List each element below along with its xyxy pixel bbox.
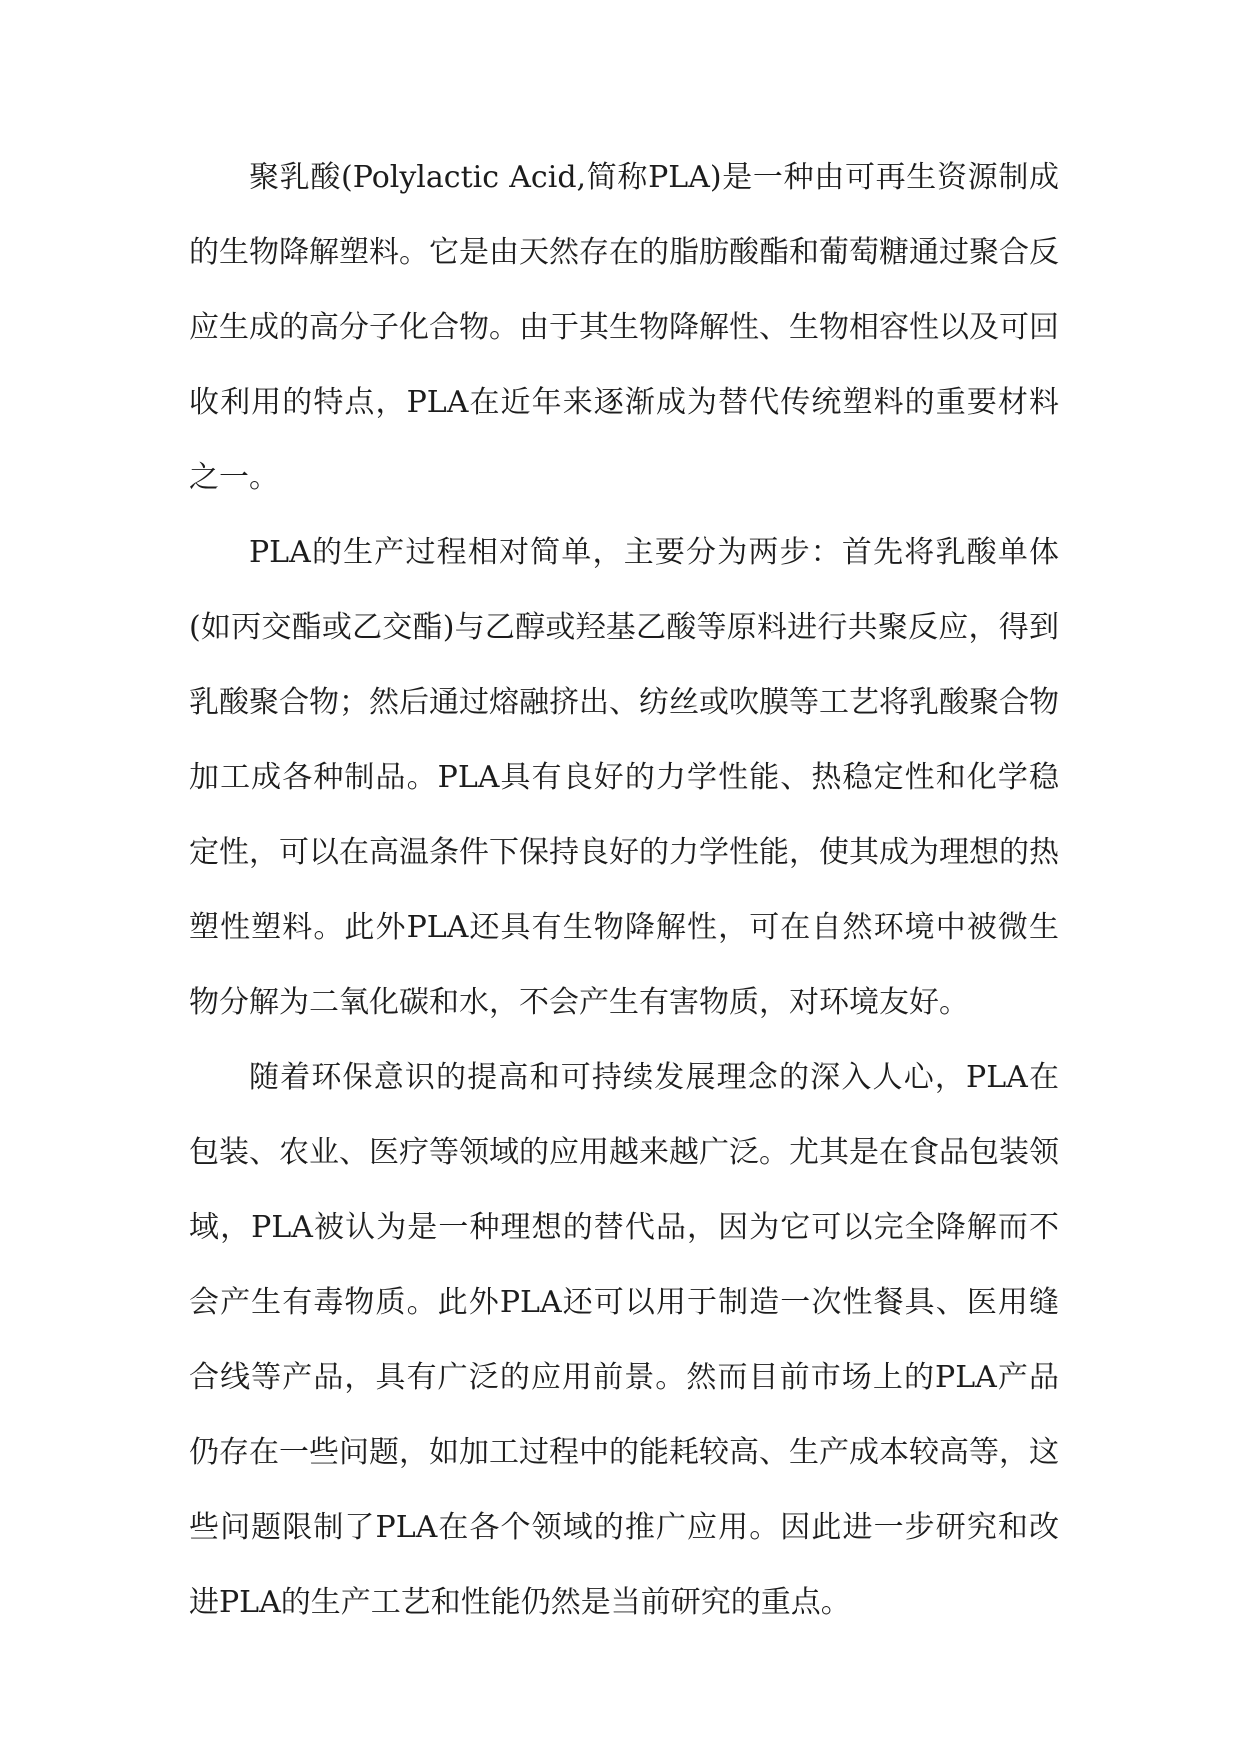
- paragraph-2: PLA的生产过程相对简单，主要分为两步：首先将乳酸单体(如丙交酯或乙交酯)与乙醇或羟基乙酸等原料进行共聚反应，得到乳酸聚合物；然后通过熔融挤出、纺丝或吹膜等工艺将乳酸聚合物加工成各种制品。PLA具有良好的力学性能、热稳定性和化学稳定性，可以在高温条件下保持良好的力学性能，使其成为理想的热塑性塑料。此外PLA还具有生物降解性，可在自然环境中被微生物分解为二氧化碳和水，不会产生有害物质，对环境友好。: [189, 535, 1059, 1020]
- document-body: [189, 140, 1059, 1640]
- paragraph-1: 聚乳酸(Polylactic Acid,简称PLA)是一种由可再生资源制成的生物降解塑料。它是由天然存在的脂肪酸酯和葡萄糖通过聚合反应生成的高分子化合物。由于其生物降解性、生物相容性以及可回收利用的特点，PLA在近年来逐渐成为替代传统塑料的重要材料之一。: [189, 160, 1059, 495]
- paragraph-3: 随着环保意识的提高和可持续发展理念的深入人心，PLA在包装、农业、医疗等领域的应用越来越广泛。尤其是在食品包装领域，PLA被认为是一种理想的替代品，因为它可以完全降解而不会产生有毒物质。此外PLA还可以用于制造一次性餐具、医用缝合线等产品，具有广泛的应用前景。然而目前市场上的PLA产品仍存在一些问题，如加工过程中的能耗较高、生产成本较高等，这些问题限制了PLA在各个领域的推广应用。因此进一步研究和改进PLA的生产工艺和性能仍然是当前研究的重点。: [189, 1060, 1059, 1620]
